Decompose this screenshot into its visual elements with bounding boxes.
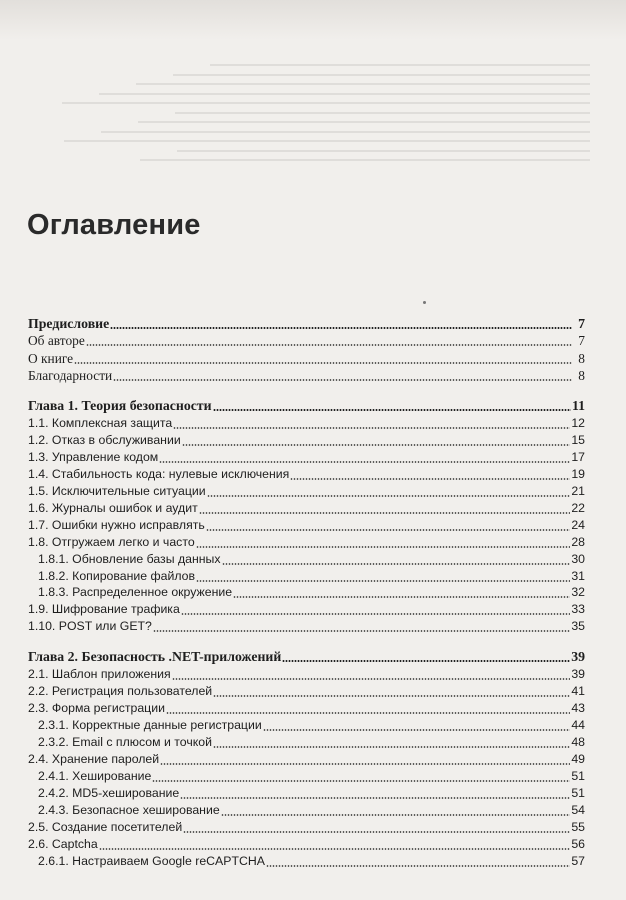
toc-entry-label: 1.8.1. Обновление базы данных [38, 552, 221, 566]
toc-entry-label: 2.4.2. MD5-хеширование [38, 786, 180, 800]
toc-entry-label: 1.1. Комплексная защита [28, 416, 173, 430]
toc-entry [28, 599, 585, 617]
toc-entry [28, 749, 585, 767]
bleed-through-line [99, 93, 590, 95]
toc-leader-dots [207, 495, 571, 497]
bleed-through-line [62, 102, 590, 104]
toc-entry-label: О книге [28, 351, 74, 366]
toc-entry-label: Глава 1. Теория безопасности [28, 398, 212, 413]
toc-leader-dots [110, 327, 572, 329]
toc-entry-page: 51 [571, 786, 585, 800]
toc-entry-label: 1.2. Отказ в обслуживании [28, 433, 181, 447]
toc-entry-label: Об авторе [28, 333, 85, 348]
toc-leader-dots [206, 529, 571, 531]
toc-leader-dots [263, 729, 571, 731]
toc-entry-label: 1.8.2. Копирование файлов [38, 569, 196, 583]
toc-entry [28, 582, 585, 600]
bleed-through-text [60, 58, 590, 228]
toc-entry-page: 11 [571, 398, 585, 413]
toc-leader-dots [172, 678, 571, 680]
toc-entry-page: 31 [571, 569, 585, 583]
bleed-through-line [64, 140, 590, 142]
toc-leader-dots [213, 746, 570, 748]
toc-leader-dots [159, 461, 570, 463]
toc-entry-page: 39 [571, 649, 585, 664]
toc-entry-page: 24 [571, 518, 585, 532]
toc-leader-dots [86, 344, 572, 346]
toc-entry-page: 7 [578, 333, 585, 348]
toc-leader-dots [213, 695, 570, 697]
toc-entry-page: 43 [571, 701, 585, 715]
toc-entry [28, 851, 585, 869]
toc-entry-page: 55 [571, 820, 585, 834]
toc-entry-label: 2.4.3. Безопасное хеширование [38, 803, 220, 817]
toc-entry [28, 681, 585, 699]
toc-entry-label: 1.7. Ошибки нужно исправлять [28, 518, 205, 532]
toc-entry-page: 51 [571, 769, 585, 783]
bleed-through-line [101, 131, 590, 133]
toc-entry-label: 2.6. Captcha [28, 837, 98, 851]
toc-entry-page: 8 [578, 351, 585, 366]
toc-entry [28, 800, 585, 818]
toc-entry-label: 1.4. Стабильность кода: нулевые исключения [28, 467, 290, 481]
toc-entry-label: 2.6.1. Настраиваем Google reCAPTCHA [38, 854, 265, 868]
toc-entry-page: 32 [571, 585, 585, 599]
toc-leader-dots [199, 512, 571, 514]
toc-entry-page: 41 [571, 684, 585, 698]
toc-leader-dots [181, 613, 571, 615]
toc-entry-label: 2.2. Регистрация пользователей [28, 684, 213, 698]
toc-entry-label: 1.8. Отгружаем легко и часто [28, 535, 195, 549]
toc-entry-page: 12 [571, 416, 585, 430]
toc-leader-dots [213, 409, 571, 411]
toc-entry [28, 664, 585, 682]
page-title: Оглавление [27, 209, 201, 242]
toc-entry [28, 330, 585, 348]
print-speck [423, 301, 426, 304]
toc-leader-dots [180, 797, 570, 799]
toc-leader-dots [183, 831, 570, 833]
bleed-through-line [140, 159, 590, 161]
toc-entry [28, 365, 585, 383]
toc-entry-page: 19 [571, 467, 585, 481]
toc-entry [28, 498, 585, 516]
toc-entry-page: 57 [571, 854, 585, 868]
toc-entry [28, 348, 585, 366]
toc-entry [28, 549, 585, 567]
toc-leader-dots [166, 712, 570, 714]
toc-leader-dots [222, 563, 571, 565]
toc-entry-page: 48 [571, 735, 585, 749]
toc-entry-label: Глава 2. Безопасность .NET-приложений [28, 649, 282, 664]
bleed-through-line [138, 121, 590, 123]
toc-entry-label: 1.3. Управление кодом [28, 450, 159, 464]
toc-entry-label: 1.9. Шифрование трафика [28, 602, 180, 616]
toc-entry [28, 532, 585, 550]
toc-entry-label: Благодарности [28, 368, 113, 383]
toc-entry-page: 22 [571, 501, 585, 515]
toc-entry-label: 2.4.1. Хеширование [38, 769, 152, 783]
toc-entry-page: 33 [571, 602, 585, 616]
toc-entry-label: Предисловие [28, 316, 110, 331]
toc-entry-page: 30 [571, 552, 585, 566]
toc-entry-page: 17 [571, 450, 585, 464]
toc-leader-dots [153, 630, 570, 632]
toc-entry-label: 2.4. Хранение паролей [28, 752, 160, 766]
toc-entry [28, 732, 585, 750]
toc-leader-dots [160, 763, 570, 765]
toc-entry-label: 2.3.2. Email с плюсом и точкой [38, 735, 212, 749]
page-top-shadow [0, 0, 626, 40]
toc-entry-label: 2.1. Шаблон приложения [28, 667, 171, 681]
toc-entry-label: 1.10. POST или GET? [28, 619, 152, 633]
toc-entry-label: 1.8.3. Распределенное окружение [38, 585, 233, 599]
bleed-through-line [173, 74, 590, 76]
toc-entry [28, 515, 585, 533]
toc-entry-label: 2.3. Форма регистрации [28, 701, 165, 715]
toc-entry [28, 313, 585, 331]
toc-entry-page: 54 [571, 803, 585, 817]
toc-leader-dots [282, 660, 570, 662]
toc-leader-dots [290, 478, 570, 480]
toc-leader-dots [113, 379, 572, 381]
toc-entry-page: 15 [571, 433, 585, 447]
toc-leader-dots [221, 814, 571, 816]
toc-leader-dots [173, 427, 570, 429]
bleed-through-line [177, 150, 590, 152]
toc-entry [28, 413, 585, 431]
toc-entry [28, 766, 585, 784]
toc-leader-dots [74, 362, 572, 364]
toc-leader-dots [266, 865, 570, 867]
toc-leader-dots [233, 596, 570, 598]
toc-entry [28, 834, 585, 852]
toc-leader-dots [152, 780, 570, 782]
toc-entry [28, 698, 585, 716]
toc-entry [28, 395, 585, 413]
toc-entry-page: 21 [571, 484, 585, 498]
toc-entry [28, 481, 585, 499]
bleed-through-line [210, 64, 590, 66]
toc-entry [28, 464, 585, 482]
toc-entry-page: 7 [578, 316, 585, 331]
toc-entry-label: 2.5. Создание посетителей [28, 820, 183, 834]
toc-entry [28, 616, 585, 634]
toc-entry-page: 8 [578, 368, 585, 383]
toc-entry-page: 44 [571, 718, 585, 732]
bleed-through-line [175, 112, 590, 114]
toc-entry-label: 2.3.1. Корректные данные регистрации [38, 718, 262, 732]
toc-entry [28, 447, 585, 465]
toc-entry [28, 646, 585, 664]
toc-entry [28, 817, 585, 835]
bleed-through-line [136, 83, 590, 85]
toc-leader-dots [182, 444, 571, 446]
toc-entry-page: 49 [571, 752, 585, 766]
toc-leader-dots [196, 546, 571, 548]
toc-entry [28, 430, 585, 448]
toc-entry-page: 56 [571, 837, 585, 851]
toc-entry-page: 28 [571, 535, 585, 549]
toc-entry-label: 1.6. Журналы ошибок и аудит [28, 501, 198, 515]
toc-entry-page: 35 [571, 619, 585, 633]
toc-entry [28, 783, 585, 801]
toc-leader-dots [99, 848, 571, 850]
toc-entry-label: 1.5. Исключительные ситуации [28, 484, 206, 498]
toc-entry-page: 39 [571, 667, 585, 681]
toc-entry [28, 715, 585, 733]
